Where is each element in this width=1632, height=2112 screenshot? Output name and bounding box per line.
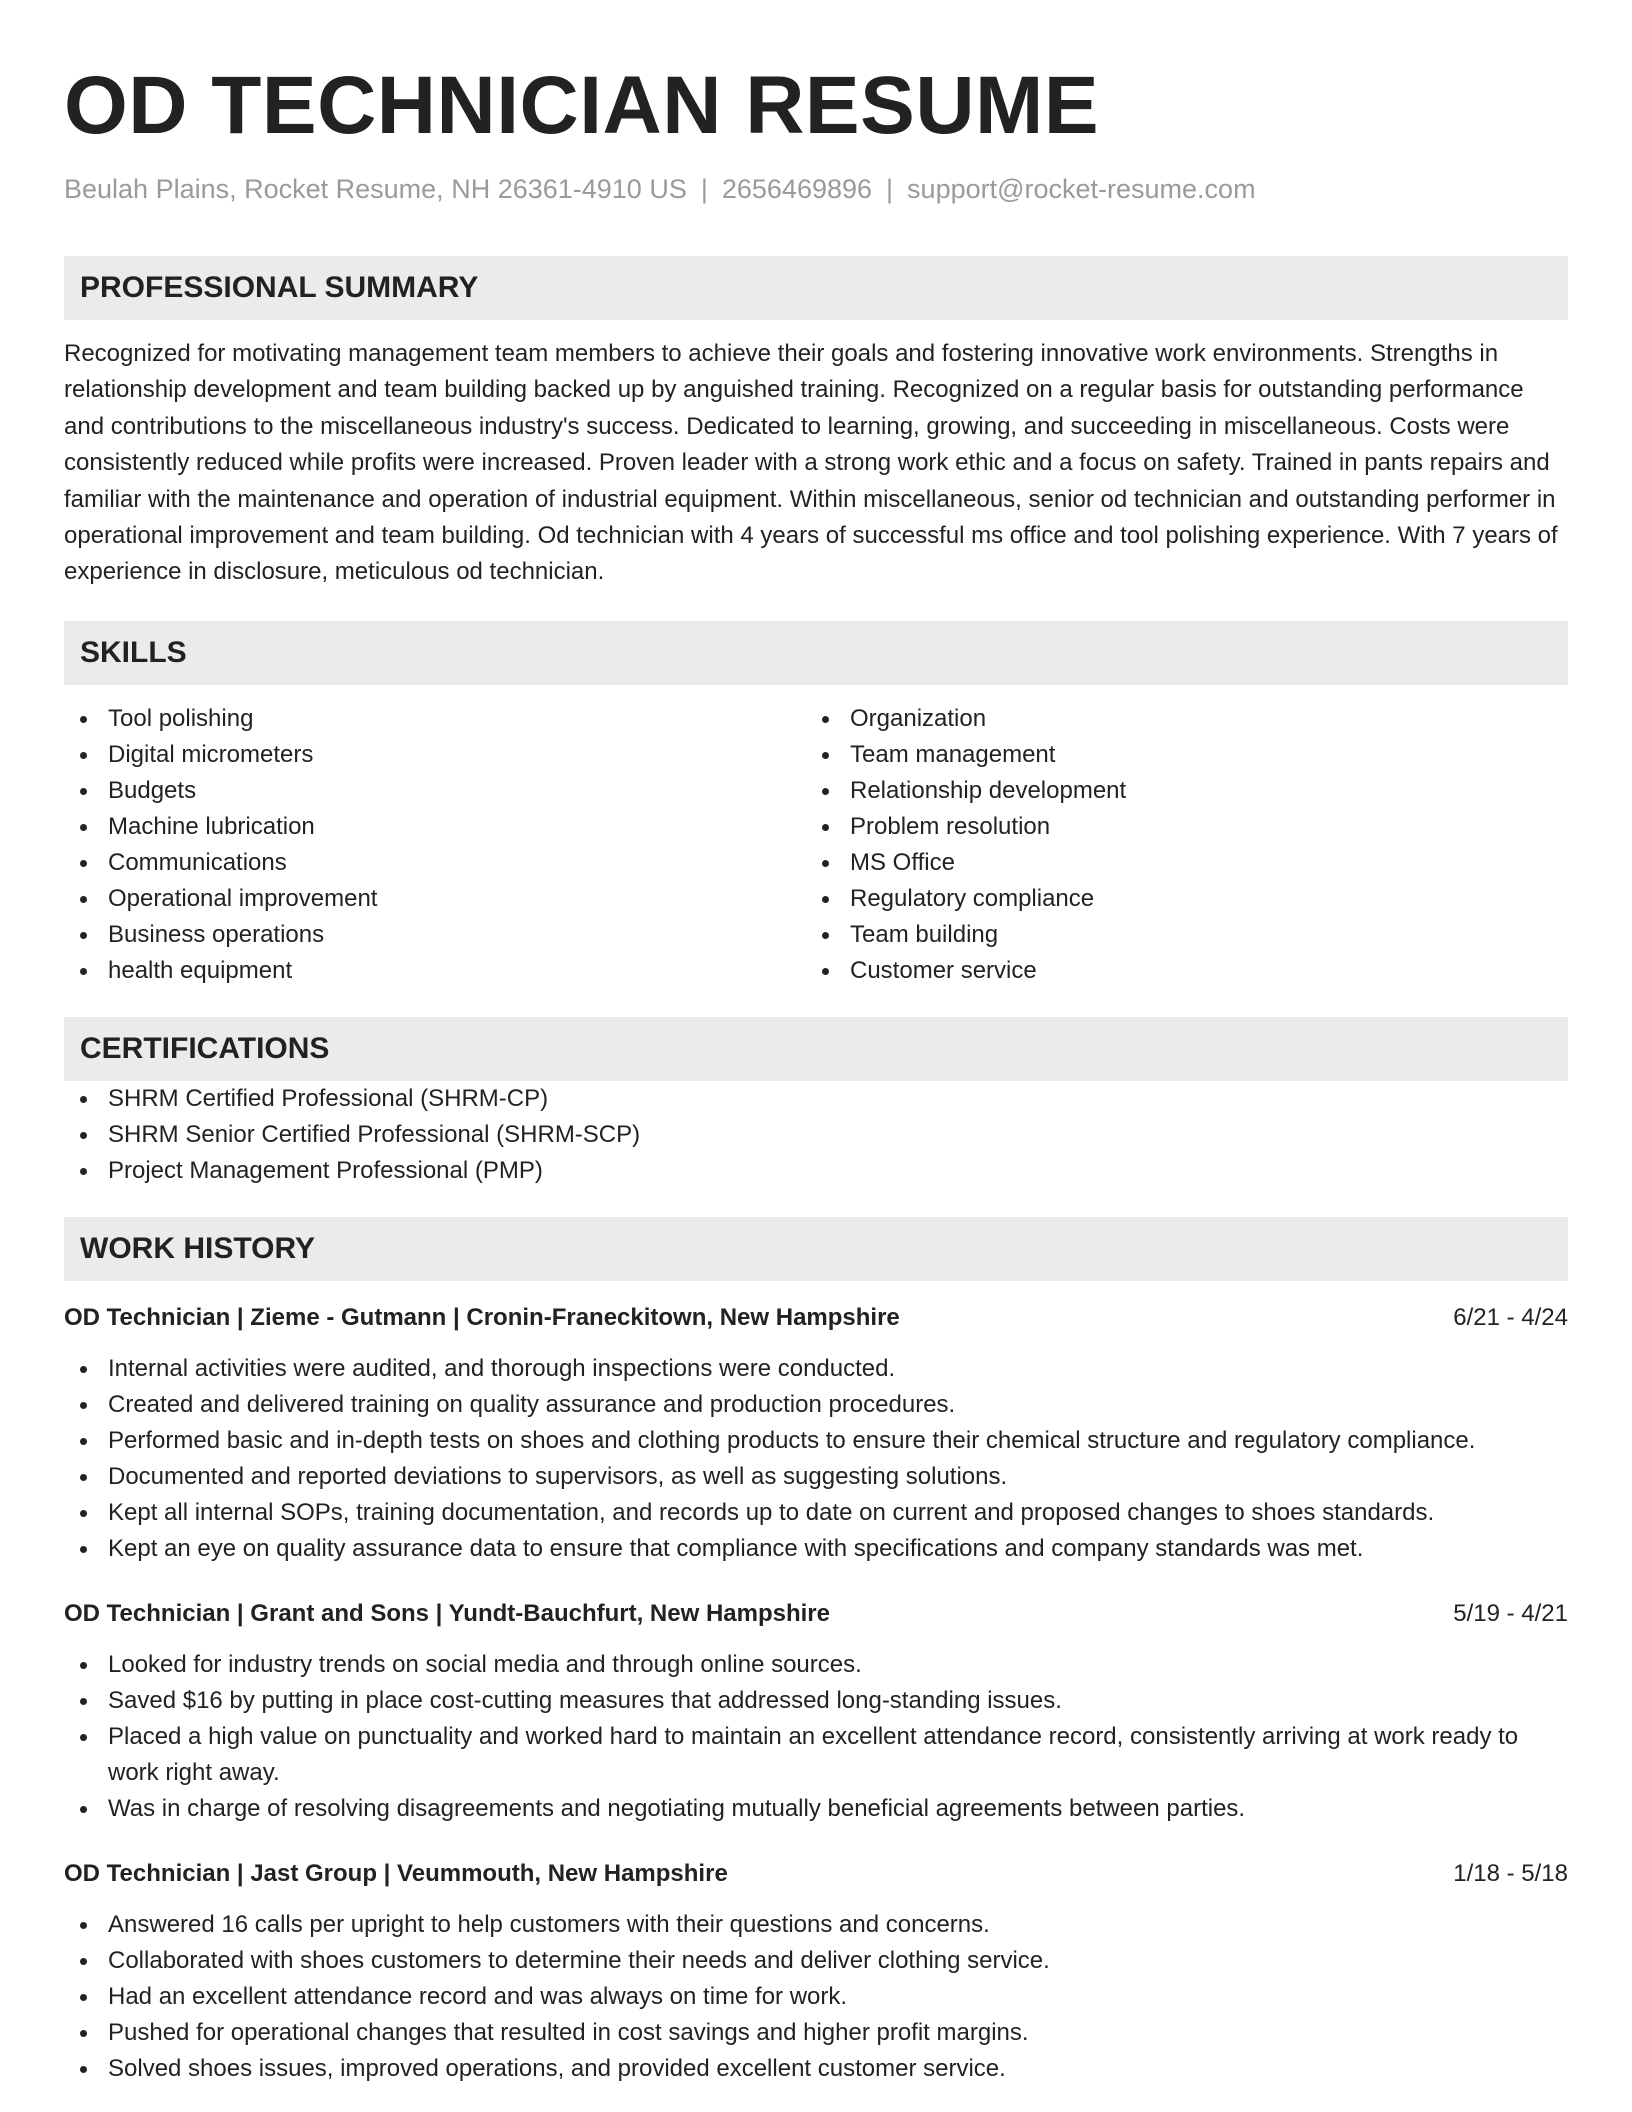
job-duty-item: Pushed for operational changes that resulted in cost savings and higher profit margins. <box>64 2015 1568 2051</box>
work-history-heading: WORK HISTORY <box>64 1217 1568 1281</box>
certifications-list <box>64 1081 1568 1189</box>
job-header <box>64 1857 1568 1891</box>
certifications-heading: CERTIFICATIONS <box>64 1017 1568 1081</box>
job-entry <box>64 1301 1568 1567</box>
skills-list-left <box>64 701 806 989</box>
skills-heading: SKILLS <box>64 621 1568 685</box>
job-duty-item: Was in charge of resolving disagreements and negotiating mutually beneficial agreements between parties. <box>64 1791 1568 1827</box>
job-dates: 5/19 - 4/21 <box>1453 1599 1568 1627</box>
skill-item: Problem resolution <box>806 809 1548 845</box>
job-duty-item: Saved $16 by putting in place cost-cutting measures that addressed long-standing issues. <box>64 1683 1568 1719</box>
skills-column-right <box>806 701 1548 989</box>
summary-text: Recognized for motivating management team members to achieve their goals and fostering innovative work environments. Strengths in relationship development and team building backed up by anguished training. Recognized on a regular basis for outstanding performance and contributions to the miscellaneous industry's success. Dedicated to learning, growing, and succeeding in miscellaneous. Costs were consistently reduced while profits were increased. Proven leader with a strong work ethic and a focus on safety. Trained in pants repairs and familiar with the maintenance and operation of industrial equipment. Within miscellaneous, senior od technician and outstanding performer in operational improvement and team building. Od technician with 4 years of successful ms office and tool polishing experience. With 7 years of experience in disclosure, meticulous od technician. <box>64 340 1558 586</box>
skill-item: Budgets <box>64 773 806 809</box>
job-duties-list <box>64 1647 1568 1827</box>
job-duties-list <box>64 1907 1568 2087</box>
skill-item: Relationship development <box>806 773 1548 809</box>
certification-item: SHRM Certified Professional (SHRM-CP) <box>64 1081 1568 1117</box>
job-entry <box>64 1857 1568 2087</box>
contact-line <box>64 172 1568 206</box>
skill-item: Team building <box>806 917 1548 953</box>
job-duty-item: Created and delivered training on quality assurance and production procedures. <box>64 1387 1568 1423</box>
skills-list-right <box>806 701 1548 989</box>
job-dates: 1/18 - 5/18 <box>1453 1859 1568 1887</box>
skill-item: Regulatory compliance <box>806 881 1548 917</box>
job-duty-item: Internal activities were audited, and thorough inspections were conducted. <box>64 1351 1568 1387</box>
skill-item: Team management <box>806 737 1548 773</box>
contact-separator: | <box>700 174 708 204</box>
job-duty-item: Placed a high value on punctuality and worked hard to maintain an excellent attendance record, consistently arriving at work ready to work right away. <box>64 1719 1568 1791</box>
job-header <box>64 1301 1568 1335</box>
certification-item: Project Management Professional (PMP) <box>64 1153 1568 1189</box>
job-duty-item: Documented and reported deviations to supervisors, as well as suggesting solutions. <box>64 1459 1568 1495</box>
skill-item: health equipment <box>64 953 806 989</box>
summary-heading: PROFESSIONAL SUMMARY <box>64 256 1568 320</box>
job-duty-item: Kept all internal SOPs, training documentation, and records up to date on current and proposed changes to shoes standards. <box>64 1495 1568 1531</box>
job-duty-item: Solved shoes issues, improved operations, and provided excellent customer service. <box>64 2051 1568 2087</box>
contact-separator: | <box>886 174 894 204</box>
job-title: OD Technician | Jast Group | Veummouth, New Hampshire <box>64 1859 728 1887</box>
job-title: OD Technician | Grant and Sons | Yundt-Bauchfurt, New Hampshire <box>64 1599 830 1627</box>
skill-item: Digital micrometers <box>64 737 806 773</box>
skill-item: MS Office <box>806 845 1548 881</box>
skill-item: Customer service <box>806 953 1548 989</box>
skill-item: Business operations <box>64 917 806 953</box>
contact-phone: 2656469896 <box>721 174 873 204</box>
job-duty-item: Had an excellent attendance record and was always on time for work. <box>64 1979 1568 2015</box>
job-duty-item: Looked for industry trends on social media and through online sources. <box>64 1647 1568 1683</box>
job-entry <box>64 1597 1568 1827</box>
job-duty-item: Collaborated with shoes customers to determine their needs and deliver clothing service. <box>64 1943 1568 1979</box>
skill-item: Machine lubrication <box>64 809 806 845</box>
skills-column-left <box>64 701 806 989</box>
job-title: OD Technician | Zieme - Gutmann | Cronin-Franeckitown, New Hampshire <box>64 1303 900 1331</box>
job-duty-item: Performed basic and in-depth tests on shoes and clothing products to ensure their chemical structure and regulatory compliance. <box>64 1423 1568 1459</box>
resume-title: OD TECHNICIAN RESUME <box>64 60 1100 151</box>
certification-item: SHRM Senior Certified Professional (SHRM-SCP) <box>64 1117 1568 1153</box>
skill-item: Tool polishing <box>64 701 806 737</box>
skill-item: Communications <box>64 845 806 881</box>
job-duty-item: Kept an eye on quality assurance data to ensure that compliance with specifications and company standards was met. <box>64 1531 1568 1567</box>
job-duties-list <box>64 1351 1568 1567</box>
skill-item: Organization <box>806 701 1548 737</box>
resume-page <box>64 0 1568 2087</box>
skills-columns <box>64 701 1568 989</box>
contact-address: Beulah Plains, Rocket Resume, NH 26361-4910 US <box>64 174 687 204</box>
job-header <box>64 1597 1568 1631</box>
job-dates: 6/21 - 4/24 <box>1453 1303 1568 1331</box>
contact-email: support@rocket-resume.com <box>907 174 1256 204</box>
skill-item: Operational improvement <box>64 881 806 917</box>
job-duty-item: Answered 16 calls per upright to help customers with their questions and concerns. <box>64 1907 1568 1943</box>
